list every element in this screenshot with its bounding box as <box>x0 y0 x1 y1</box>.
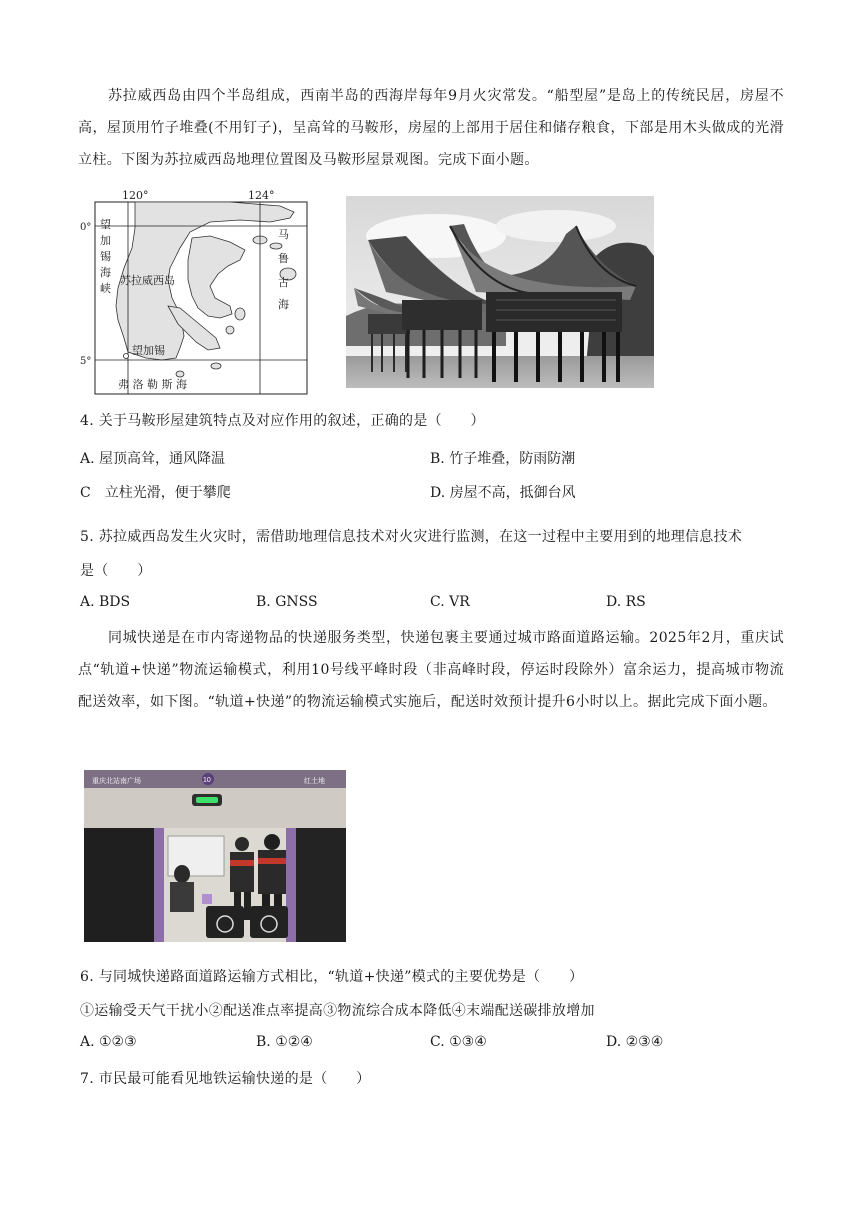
q4-option-c[interactable]: C 立柱光滑，便于攀爬 <box>80 485 231 501</box>
q6-option-b[interactable]: B. ①②④ <box>256 1034 313 1050</box>
q4-option-d[interactable]: D. 房屋不高，抵御台风 <box>430 485 576 501</box>
q6-stem: 6. 与同城快递路面道路运输方式相比，“轨道+快递”模式的主要优势是（ ） <box>80 969 584 985</box>
q4-stem: 4. 关于马鞍形屋建筑特点及对应作用的叙述，正确的是（ ） <box>80 413 485 429</box>
sign-right-station: 红土地 <box>304 778 325 785</box>
delivery-box-icon <box>206 906 244 938</box>
door-indicator-light-icon <box>196 797 218 803</box>
city-marker-icon <box>124 354 129 359</box>
q6-option-c[interactable]: C. ①③④ <box>430 1034 487 1050</box>
intro-paragraph-1: 苏拉威西岛由四个半岛组成，西南半岛的西海岸每年9月火灾常发。“船型屋”是岛上的传统民居，房屋不高，屋顶用竹子堆叠(不用钉子)，呈高耸的马鞍形，房屋的上部用于居住和储存粮食，下部是用木头做成的光滑立柱。下图为苏拉威西岛地理位置图及马鞍形屋景观图。完成下面小题。 <box>78 88 784 168</box>
map-sea-char-1: 马 <box>278 228 289 241</box>
subway-express-photo <box>84 770 346 942</box>
q6-items: ①运输受天气干扰小②配送准点率提高③物流综合成本降低④末端配送碳排放增加 <box>80 1003 595 1019</box>
map-lon-right-label: 124° <box>248 189 275 202</box>
map-strait-char-5: 峡 <box>100 282 111 295</box>
map-city-label: 望加锡 <box>132 344 165 357</box>
q5-stem-line-2: 是（ ） <box>80 563 152 579</box>
map-sea-char-4: 海 <box>278 298 289 311</box>
map-strait-char-2: 加 <box>100 234 111 247</box>
map-strait-char-4: 海 <box>100 266 111 279</box>
q6-option-a[interactable]: A. ①②③ <box>80 1034 137 1050</box>
q7-stem: 7. 市民最可能看见地铁运输快递的是（ ） <box>80 1071 371 1087</box>
sign-left-station: 重庆北站南广场 <box>92 778 141 785</box>
q5-option-d[interactable]: D. RS <box>606 594 646 610</box>
map-sea-bottom-label: 弗 洛 勒 斯 海 <box>118 378 187 391</box>
q4-option-a[interactable]: A. 屋顶高耸，通风降温 <box>80 451 226 467</box>
map-strait-char-3: 锡 <box>100 250 111 263</box>
sulawesi-location-map <box>80 188 320 398</box>
q5-option-c[interactable]: C. VR <box>430 594 470 610</box>
q5-stem-line-1: 5. 苏拉威西岛发生火灾时，需借助地理信息技术对火灾进行监测，在这一过程中主要用到的地理信息技术 <box>80 529 743 545</box>
map-island-label: 苏拉威西岛 <box>120 274 175 287</box>
map-lon-left-label: 120° <box>122 189 149 202</box>
map-sea-char-2: 鲁 <box>278 252 289 265</box>
map-lat-bottom-label: 5° <box>80 356 92 367</box>
q5-option-b[interactable]: B. GNSS <box>256 594 318 610</box>
tongkonan-house-photo <box>346 196 654 388</box>
map-sea-char-3: 古 <box>278 276 289 289</box>
map-lat-top-label: 0° <box>80 222 92 233</box>
q5-option-a[interactable]: A. BDS <box>80 594 131 610</box>
q6-option-d[interactable]: D. ②③④ <box>606 1034 664 1050</box>
intro-paragraph-2: 同城快递是在市内寄递物品的快递服务类型，快递包裹主要通过城市路面道路运输。2025年2月，重庆试点“轨道+快递”物流运输模式，利用10号线平峰时段（非高峰时段，停运时段除外）富余运力，提高城市物流配送效率，如下图。“轨道+快递”的物流运输模式实施后，配送时效预计提升6小时以上。据此完成下面小题。 <box>78 630 784 710</box>
q4-option-b[interactable]: B. 竹子堆叠，防雨防潮 <box>430 451 576 467</box>
sign-line-number: 10 <box>203 777 211 784</box>
map-strait-char-1: 望 <box>100 218 111 231</box>
delivery-box-icon <box>250 906 288 938</box>
